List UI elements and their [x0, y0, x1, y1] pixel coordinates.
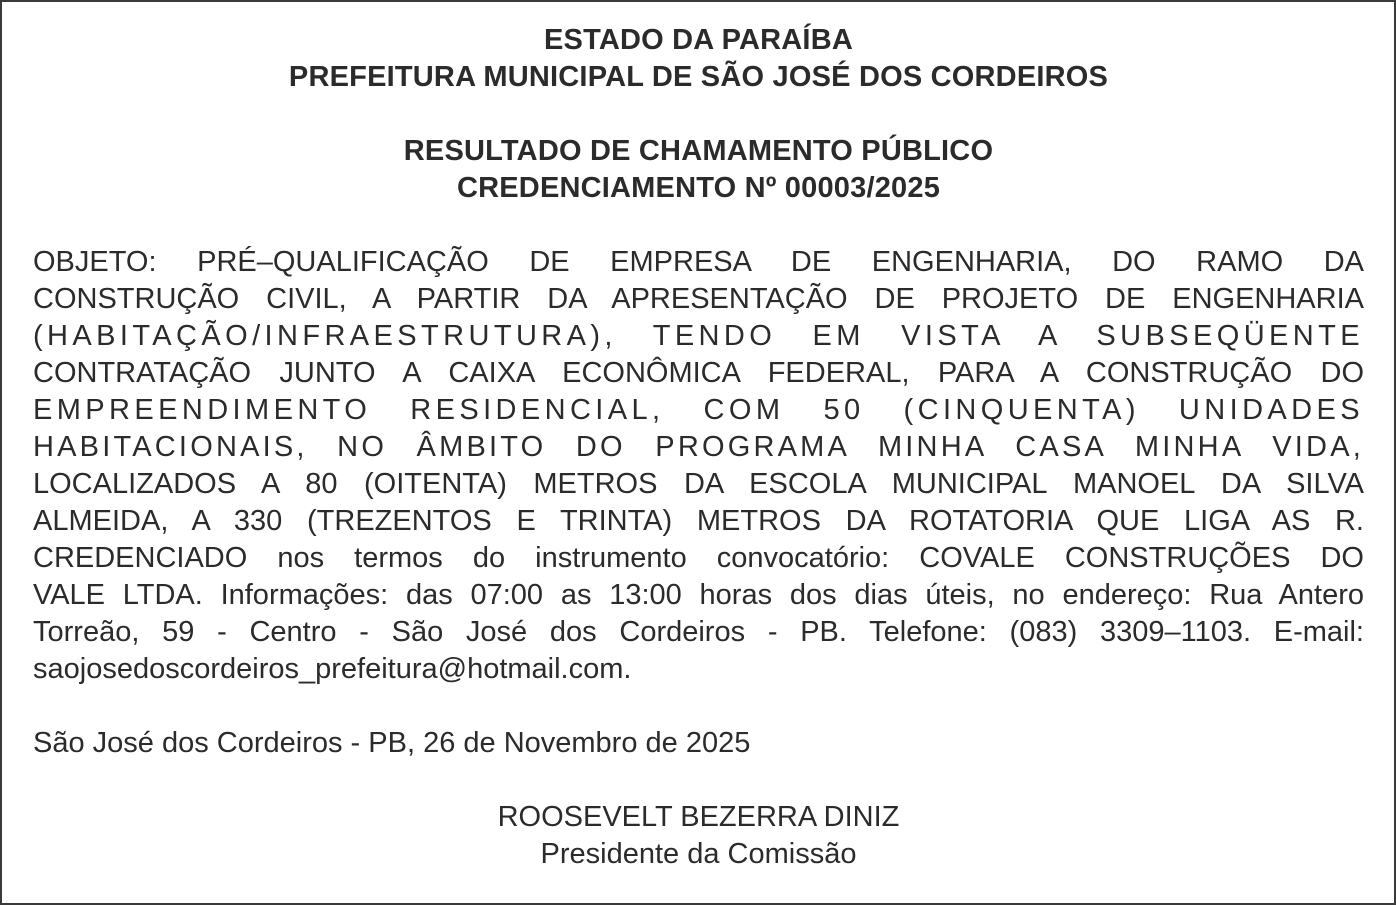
email-line: saojosedoscordeiros_prefeitura@hotmail.com.	[33, 653, 632, 685]
body-line: CONTRATAÇÃO JUNTO A CAIXA ECONÔMICA FEDERAL, PARA A CONSTRUÇÃO DO	[33, 357, 1364, 389]
body-line: Torreão, 59 - Centro - São José dos Cordeiros - PB. Telefone: (083) 3309–1103. E-mail:	[33, 616, 1364, 648]
body-line: CONSTRUÇÃO CIVIL, A PARTIR DA APRESENTAÇÃO DE PROJETO DE ENGENHARIA	[33, 283, 1364, 315]
body-line: LOCALIZADOS A 80 (OITENTA) METROS DA ESCOLA MUNICIPAL MANOEL DA SILVA	[33, 468, 1364, 500]
body-line: CREDENCIADO nos termos do instrumento convocatório: COVALE CONSTRUÇÕES DO	[33, 542, 1364, 574]
body-line: EMPREENDIMENTO RESIDENCIAL, COM 50 (CINQUENTA) UNIDADES	[33, 394, 1364, 426]
spacer	[33, 207, 1364, 244]
state-heading: ESTADO DA PARAÍBA	[544, 24, 853, 56]
spacer	[33, 688, 1364, 725]
spacer	[33, 96, 1364, 133]
prefecture-heading: PREFEITURA MUNICIPAL DE SÃO JOSÉ DOS CORDEIROS	[288, 61, 1109, 93]
body-line: ALMEIDA, A 330 (TREZENTOS E TRINTA) METROS DA ROTATORIA QUE LIGA AS R.	[33, 505, 1364, 537]
signatory-name: ROOSEVELT BEZERRA DINIZ	[497, 801, 900, 833]
result-title: RESULTADO DE CHAMAMENTO PÚBLICO	[403, 135, 994, 167]
body-line: OBJETO: PRÉ–QUALIFICAÇÃO DE EMPRESA DE ENGENHARIA, DO RAMO DA	[33, 246, 1364, 278]
body-line: HABITACIONAIS, NO ÂMBITO DO PROGRAMA MINHA CASA MINHA VIDA,	[33, 431, 1364, 463]
spacer	[33, 762, 1364, 799]
date-place: São José dos Cordeiros - PB, 26 de Novembro de 2025	[33, 727, 751, 759]
notice-body	[33, 244, 1364, 688]
body-line: VALE LTDA. Informações: das 07:00 as 13:00 horas dos dias úteis, no endereço: Rua Antero	[33, 579, 1364, 611]
body-line: (HABITAÇÃO/INFRAESTRUTURA), TENDO EM VISTA A SUBSEQÜENTE	[33, 320, 1364, 352]
credential-number: CREDENCIAMENTO Nº 00003/2025	[456, 172, 941, 204]
signatory-role: Presidente da Comissão	[540, 838, 857, 870]
